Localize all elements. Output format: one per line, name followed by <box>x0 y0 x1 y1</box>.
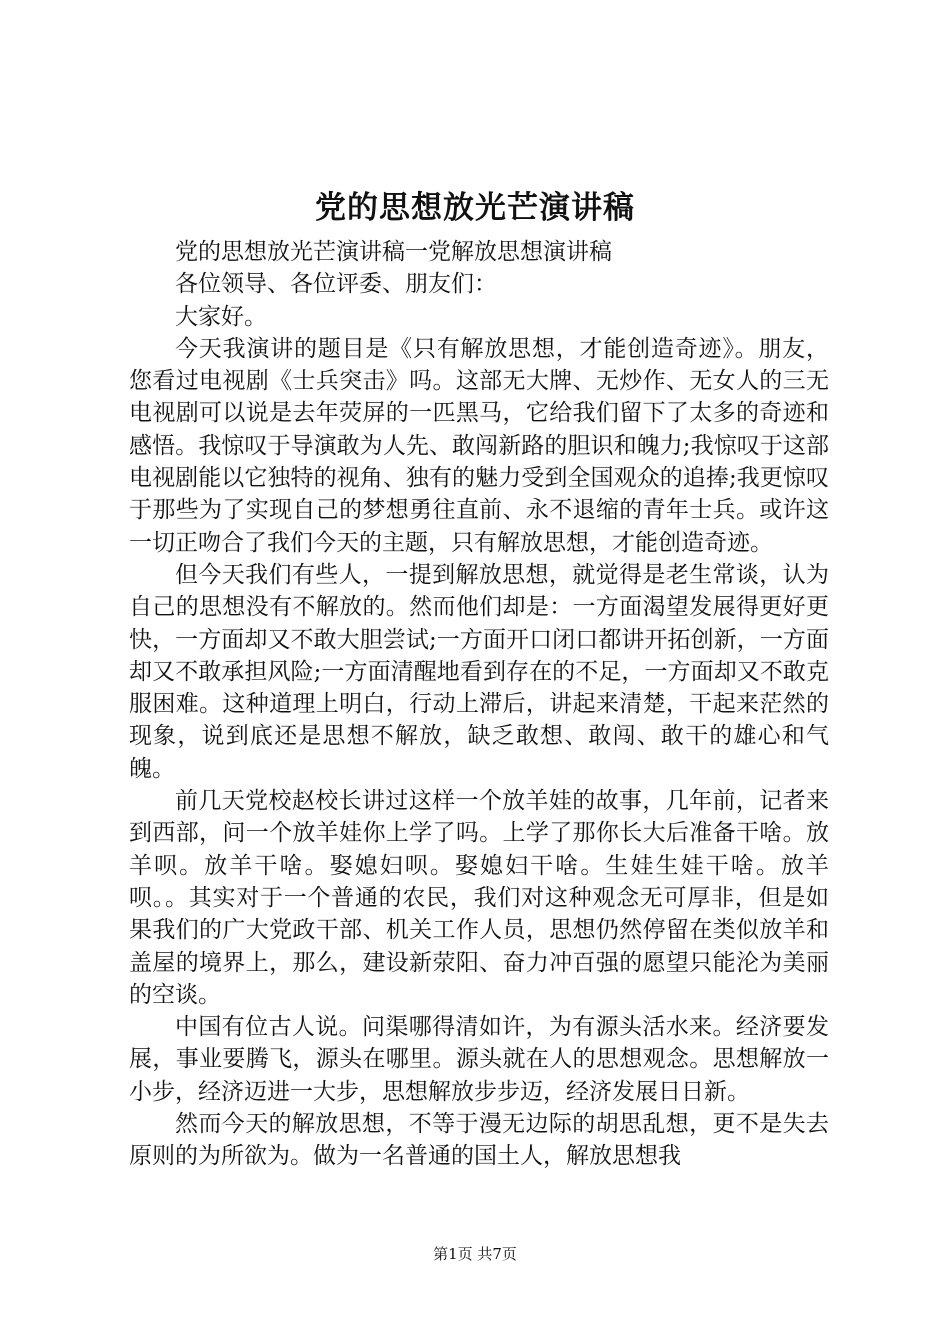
document-title: 党的思想放光芒演讲稿 <box>315 190 635 226</box>
paragraph: 但今天我们有些人，一提到解放思想，就觉得是老生常谈，认为自己的思想没有不解放的。然而他们却是：一方面渴望发展得更好更快，一方面却又不敢大胆尝试;一方面开口闭口都讲开拓创新，一方面却又不敢承担风险;一方面清醒地看到存在的不足，一方面却又不敢克服困难。这种道理上明白，行动上滞后，讲起来清楚，干起来茫然的现象，说到底还是思想不解放，缺乏敢想、敢闯、敢干的雄心和气魄。 <box>129 561 829 782</box>
paragraph: 前几天党校赵校长讲过这样一个放羊娃的故事，几年前，记者来到西部，问一个放羊娃你上学了吗。上学了那你长大后准备干啥。放羊呗。放羊干啥。娶媳妇呗。娶媳妇干啥。生娃生娃干啥。放羊呗。。其实对于一个普通的农民，我们对这种观念无可厚非，但是如果我们的广大党政干部、机关工作人员，思想仍然停留在类似放羊和盖屋的境界上，那么，建设新荥阳、奋力冲百强的愿望只能沦为美丽的空谈。 <box>129 788 829 1008</box>
paragraph: 中国有位古人说。问渠哪得清如许，为有源头活水来。经济要发展，事业要腾飞，源头在哪里。源头就在人的思想观念。思想解放一小步，经济迈进一大步，思想解放步步迈，经济发展日日新。 <box>129 1014 829 1105</box>
paragraph: 今天我演讲的题目是《只有解放思想，才能创造奇迹》。朋友，您看过电视剧《士兵突击》吗。这部无大牌、无炒作、无女人的三无电视剧可以说是去年荧屏的一匹黑马，它给我们留下了太多的奇迹和感悟。我惊叹于导演敢为人先、敢闯新路的胆识和魄力;我惊叹于这部电视剧能以它独特的视角、独有的魅力受到全国观众的追捧;我更惊叹于那些为了实现自己的梦想勇往直前、永不退缩的青年士兵。或许这一切正吻合了我们今天的主题，只有解放思想，才能创造奇迹。 <box>129 335 829 556</box>
paragraph: 大家好。 <box>175 303 267 330</box>
paragraph: 然而今天的解放思想，不等于漫无边际的胡思乱想，更不是失去原则的为所欲为。做为一名普通的国土人，解放思想我 <box>129 1111 829 1170</box>
paragraph: 党的思想放光芒演讲稿一党解放思想演讲稿 <box>175 239 612 265</box>
document-body <box>129 236 829 1173</box>
paragraph: 各位领导、各位评委、朋友们： <box>175 271 497 298</box>
page-footer: 第1页 共7页 <box>433 1245 517 1263</box>
